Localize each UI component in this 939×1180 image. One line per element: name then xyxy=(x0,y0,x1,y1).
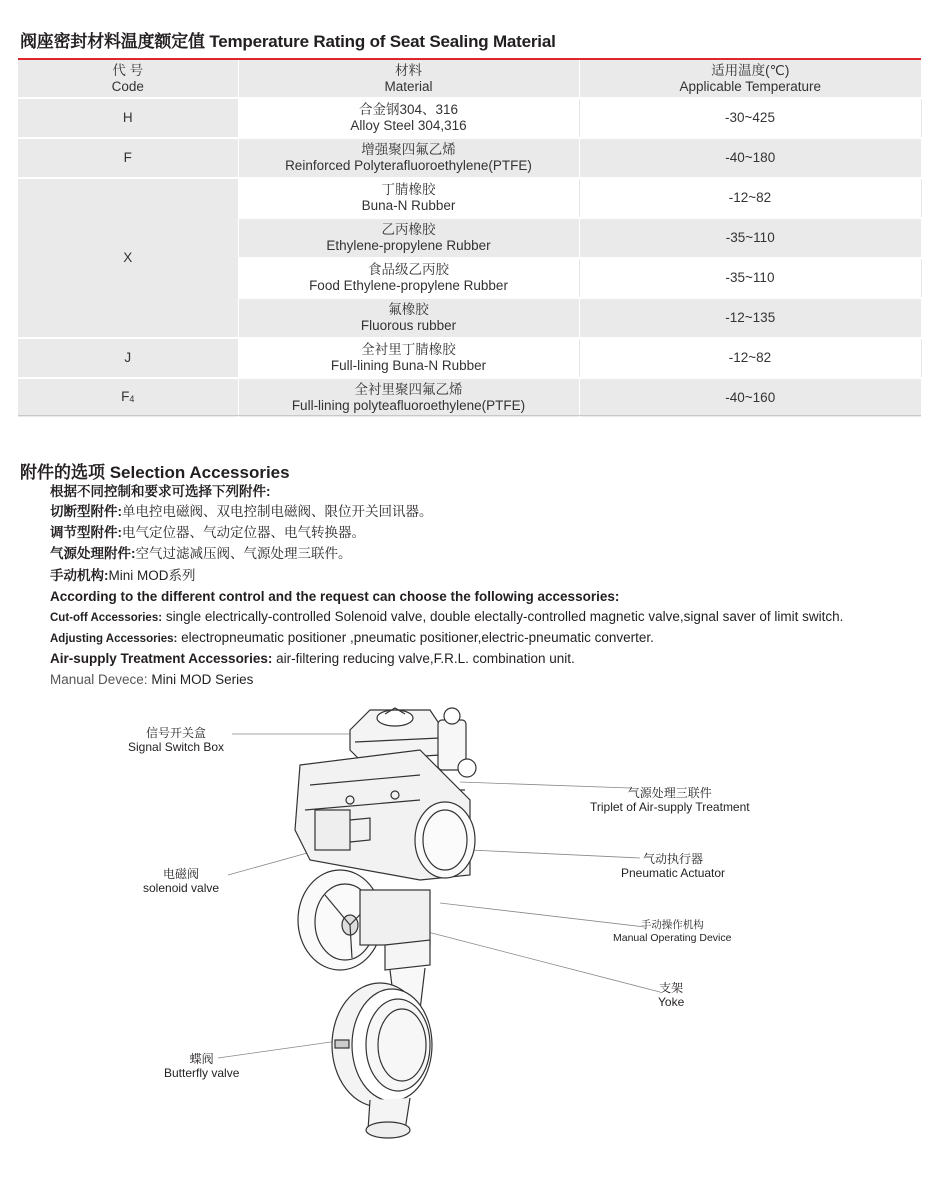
temp-cell: -40~160 xyxy=(579,378,921,418)
cn-line-label: 切断型附件: xyxy=(50,504,122,519)
cn-line-label: 气源处理附件: xyxy=(50,546,136,561)
material-en: Alloy Steel 304,316 xyxy=(350,118,467,133)
label-solenoid-valve xyxy=(143,867,219,895)
en-line-label: Manual Devece: xyxy=(50,672,148,687)
material-cell xyxy=(238,378,579,418)
material-en: Fluorous rubber xyxy=(360,318,457,333)
material-cell xyxy=(238,338,579,378)
material-en: Food Ethylene-propylene Rubber xyxy=(309,278,508,293)
material-cell xyxy=(238,258,579,298)
table-row xyxy=(18,378,921,418)
header-material-en: Material xyxy=(384,78,433,94)
material-cn: 合金钢304、316 xyxy=(358,102,459,117)
cn-line-text: 电气定位器、气动定位器、电气转换器。 xyxy=(122,525,365,540)
material-cell xyxy=(238,178,579,218)
table-row xyxy=(18,338,921,378)
label-signal-switch-box xyxy=(128,726,224,754)
label-cn: 气源处理三联件 xyxy=(627,786,712,800)
label-butterfly-valve xyxy=(164,1052,239,1080)
en-line xyxy=(50,609,843,626)
material-en: Full-lining Buna-N Rubber xyxy=(330,358,487,373)
code-cell: F xyxy=(18,138,238,178)
cn-intro: 根据不同控制和要求可选择下列附件: xyxy=(50,484,271,499)
header-code xyxy=(18,60,238,98)
material-en: Reinforced Polyterafluoroethylene(PTFE) xyxy=(285,158,532,173)
cn-line-label: 调节型附件: xyxy=(50,525,122,540)
material-cn: 增强聚四氟乙烯 xyxy=(361,142,456,157)
en-line-label: Air-supply Treatment Accessories: xyxy=(50,651,273,666)
temp-cell: -12~135 xyxy=(579,298,921,338)
en-intro: According to the different control and the request can choose the following accessories: xyxy=(50,589,620,604)
table-row xyxy=(18,138,921,178)
cn-line-text: 单电控电磁阀、双电控制电磁阀、限位开关回讯器。 xyxy=(122,504,433,519)
butterfly-valve-shape xyxy=(332,983,432,1138)
valve-diagram xyxy=(0,690,939,1175)
label-cn: 电磁阀 xyxy=(163,867,200,881)
signal-switch-box-shape xyxy=(350,708,440,760)
material-cn: 全衬里丁腈橡胶 xyxy=(361,342,456,357)
cn-line xyxy=(50,568,196,584)
code-subscript: 4 xyxy=(129,394,135,404)
label-cn: 手动操作机构 xyxy=(640,919,704,931)
material-en: Full-lining polyteafluoroethylene(PTFE) xyxy=(291,398,526,413)
material-cn: 食品级乙丙胶 xyxy=(368,262,449,277)
label-cn: 气动执行器 xyxy=(643,852,704,866)
en-line xyxy=(50,651,575,667)
header-temperature xyxy=(579,60,921,98)
en-line xyxy=(50,630,654,647)
temp-cell: -12~82 xyxy=(579,178,921,218)
label-yoke xyxy=(658,981,684,1009)
table-bottom-line xyxy=(18,415,921,416)
en-line-label: Adjusting Accessories: xyxy=(50,633,178,645)
label-en: Pneumatic Actuator xyxy=(621,866,726,880)
header-temp-en: Applicable Temperature xyxy=(679,78,822,94)
en-line xyxy=(50,672,253,688)
temp-cell: -40~180 xyxy=(579,138,921,178)
material-cell xyxy=(238,138,579,178)
material-cn: 丁腈橡胶 xyxy=(381,182,436,197)
table-header-row xyxy=(18,60,921,98)
header-code-cn: 代 号 xyxy=(112,62,144,78)
label-en: Yoke xyxy=(658,995,685,1009)
label-pneumatic-actuator xyxy=(621,852,725,880)
label-en: solenoid valve xyxy=(143,881,220,895)
material-cell xyxy=(238,298,579,338)
label-en: Signal Switch Box xyxy=(128,740,225,754)
material-en: Ethylene-propylene Rubber xyxy=(326,238,491,253)
section1-title: 阀座密封材料温度额定值 Temperature Rating of Seat Sealing Material xyxy=(20,32,556,51)
header-code-en: Code xyxy=(111,78,144,94)
label-en: Triplet of Air-supply Treatment xyxy=(590,800,750,814)
code-cell: J xyxy=(18,338,238,378)
temp-cell: -12~82 xyxy=(579,338,921,378)
temp-cell: -30~425 xyxy=(579,98,921,138)
code-main: F xyxy=(121,389,130,404)
temp-cell: -35~110 xyxy=(579,258,921,298)
label-cn: 蝶阀 xyxy=(189,1052,214,1066)
cn-line-text: 空气过滤减压阀、气源处理三联件。 xyxy=(135,546,352,561)
cn-line xyxy=(50,525,365,541)
cn-line xyxy=(50,504,433,520)
header-material-cn: 材料 xyxy=(395,62,422,78)
en-line-text: single electrically-controlled Solenoid valve, double electally-controlled magnetic valve,signal saver of limit switch. xyxy=(165,609,844,624)
label-triplet xyxy=(590,786,750,814)
en-line-label: Cut-off Accessories: xyxy=(50,612,163,624)
table-row xyxy=(18,98,921,138)
material-cn: 全衬里聚四氟乙烯 xyxy=(354,382,463,397)
label-cn: 信号开关盒 xyxy=(146,726,207,740)
header-temp-cn: 适用温度(℃) xyxy=(711,62,790,78)
temperature-rating-table xyxy=(18,60,922,419)
cn-line-text: Mini MOD系列 xyxy=(108,568,196,583)
valve-illustration xyxy=(0,690,939,1175)
en-line-text: air-filtering reducing valve,F.R.L. combination unit. xyxy=(276,651,575,666)
material-en: Buna-N Rubber xyxy=(361,198,456,213)
label-cn: 支架 xyxy=(659,981,684,995)
material-cn: 氟橡胶 xyxy=(388,302,429,317)
code-cell: H xyxy=(18,98,238,138)
material-cell xyxy=(238,218,579,258)
label-en: Butterfly valve xyxy=(164,1066,240,1080)
cn-line xyxy=(50,546,352,562)
code-cell xyxy=(18,378,238,418)
material-cn: 乙丙橡胶 xyxy=(381,222,436,237)
section2-title: 附件的选项 Selection Accessories xyxy=(20,463,290,482)
header-material xyxy=(238,60,579,98)
code-cell: X xyxy=(18,178,238,338)
en-line-text: electropneumatic positioner ,pneumatic positioner,electric-pneumatic converter. xyxy=(181,630,654,645)
en-line-text: Mini MOD Series xyxy=(151,672,254,687)
material-cell xyxy=(238,98,579,138)
temp-cell: -35~110 xyxy=(579,218,921,258)
label-en: Manual Operating Device xyxy=(613,932,732,944)
label-manual-device xyxy=(613,919,731,945)
table-row xyxy=(18,178,921,218)
cn-line-label: 手动机构: xyxy=(50,568,109,583)
